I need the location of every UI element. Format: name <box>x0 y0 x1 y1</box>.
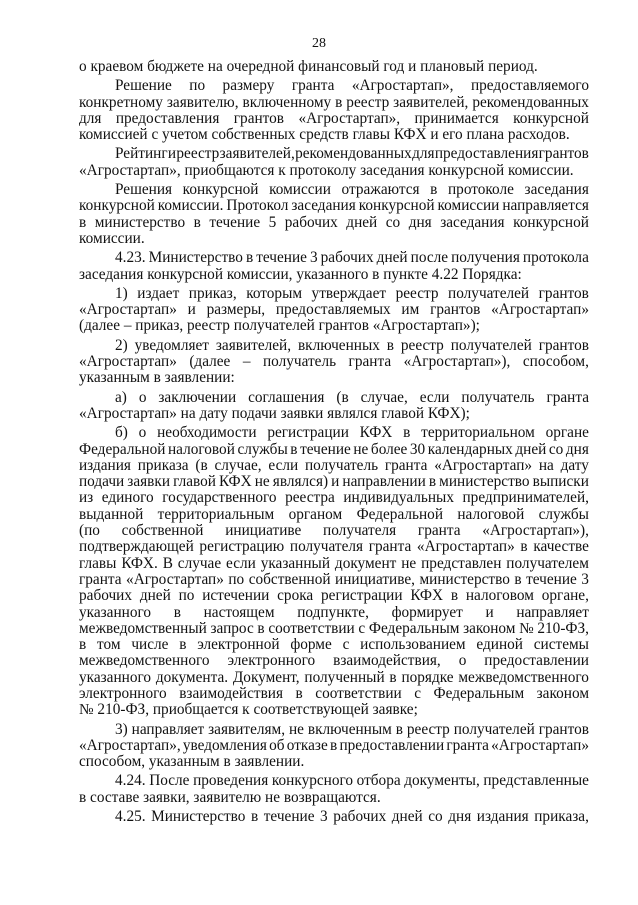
paragraph <box>79 146 589 179</box>
text-line: из единого государственного реестра индивидуальных предпринимателей, <box>79 489 589 507</box>
text-line: межведомственный запрос в соответствии с Федеральным законом № 210-ФЗ, <box>79 619 589 637</box>
text-line: (далее – приказ, реестр получателей грантов «Агростартап»); <box>79 317 480 335</box>
text-line: издания приказа (в случае, если получатель гранта «Агростартап» на дату <box>79 456 589 474</box>
text-line: главы КФХ. В случае если указанный документ не представлен получателем <box>79 554 589 572</box>
text-line: в составе заявки, заявителю не возвращаются. <box>79 788 381 806</box>
paragraph <box>79 338 589 387</box>
text-line: 4.23. Министерство в течение 3 рабочих дней после получения протокола <box>115 249 589 267</box>
paragraph <box>79 182 589 247</box>
paragraph <box>79 722 589 771</box>
text-line: 4.24. После проведения конкурсного отбора документы, представленные <box>115 772 589 790</box>
paragraph <box>79 773 589 806</box>
paragraph <box>79 78 589 143</box>
text-line: № 210-ФЗ, приобщается к соответствующей заявке; <box>79 701 418 719</box>
paragraph <box>79 59 589 75</box>
text-line: Рейтинг и реестр заявителей, рекомендованных для предоставления грантов <box>115 145 589 163</box>
text-line: конкурсной комиссии. Протокол заседания конкурсной комиссии направляется <box>79 197 589 215</box>
text-line: 4.25. Министерство в течение 3 рабочих дней со дня издания приказа, <box>115 808 589 826</box>
text-line: 3) направляет заявителям, не включенным в реестр получателей грантов <box>115 720 589 738</box>
text-line: заседания конкурсной комиссии, указанного в пункте 4.22 Порядка: <box>79 265 522 283</box>
text-line: указанного документа. Документ, полученный в порядке межведомственного <box>79 668 589 686</box>
text-line: в том числе в электронной форме с использованием единой системы <box>79 636 589 654</box>
text-line: Федеральной налоговой службы в течение не более 30 календарных дней со дня <box>79 440 589 458</box>
text-line: рабочих дней по истечении срока регистрации КФХ в налоговом органе, <box>79 587 589 605</box>
paragraph <box>79 286 589 335</box>
text-line: б) о необходимости регистрации КФХ в территориальном органе <box>115 424 589 442</box>
text-line: «Агростартап» (далее – получатель гранта «Агростартап»), способом, <box>79 353 589 371</box>
text-line: способом, указанным в заявлении. <box>79 753 305 771</box>
paragraph <box>79 250 589 283</box>
paragraph <box>79 425 589 718</box>
paragraph <box>79 809 589 825</box>
document-body <box>79 59 589 825</box>
text-line: 1) издает приказ, которым утверждает реестр получателей грантов <box>115 284 589 302</box>
text-line: конкретному заявителю, включенному в реестр заявителей, рекомендованных <box>79 93 589 111</box>
text-line: 2) уведомляет заявителей, включенных в реестр получателей грантов <box>115 336 589 354</box>
text-line: «Агростартап», приобщаются к протоколу заседания конкурсной комиссии. <box>79 161 574 179</box>
text-line: электронного взаимодействия в соответствии с Федеральным законом <box>79 684 589 702</box>
text-line: «Агростартап», уведомления об отказе в предоставлении гранта «Агростартап» <box>79 736 589 754</box>
text-line: Решения конкурсной комиссии отражаются в протоколе заседания <box>115 181 589 199</box>
text-line: подачи заявки главой КФХ не являлся) и направлении в министерство выписки <box>79 473 589 491</box>
text-line: о краевом бюджете на очередной финансовый год и плановый период. <box>79 58 538 75</box>
paragraph <box>79 390 589 423</box>
page-number: 28 <box>312 36 326 51</box>
text-line: выданной территориальным органом Федеральной налоговой службы <box>79 505 589 523</box>
text-line: а) о заключении соглашения (в случае, если получатель гранта <box>115 388 589 406</box>
text-line: указанного в настоящем подпункте, формирует и направляет <box>79 603 589 621</box>
text-line: указанным в заявлении: <box>79 369 235 387</box>
text-line: подтверждающей регистрацию получателя гранта «Агростартап» в качестве <box>79 538 589 556</box>
text-line: комиссии. <box>79 229 145 247</box>
text-line: для предоставления грантов «Агростартап», принимается конкурсной <box>79 109 589 127</box>
text-line: комиссией с учетом собственных средств главы КФХ и его плана расходов. <box>79 126 570 144</box>
text-line: гранта «Агростартап» по собственной инициативе, министерство в течение 3 <box>79 570 589 588</box>
text-line: Решение по размеру гранта «Агростартап», предоставляемого <box>115 77 589 95</box>
text-line: в министерство в течение 5 рабочих дней со дня заседания конкурсной <box>79 213 589 231</box>
text-line: (по собственной инициативе получателя гранта «Агростартап»), <box>79 522 589 540</box>
text-line: «Агростартап» на дату подачи заявки являлся главой КФХ); <box>79 404 470 422</box>
text-line: «Агростартап» и размеры, предоставляемых им грантов «Агростартап» <box>79 301 589 319</box>
text-line: межведомственного электронного взаимодействия, о предоставлении <box>79 652 589 670</box>
